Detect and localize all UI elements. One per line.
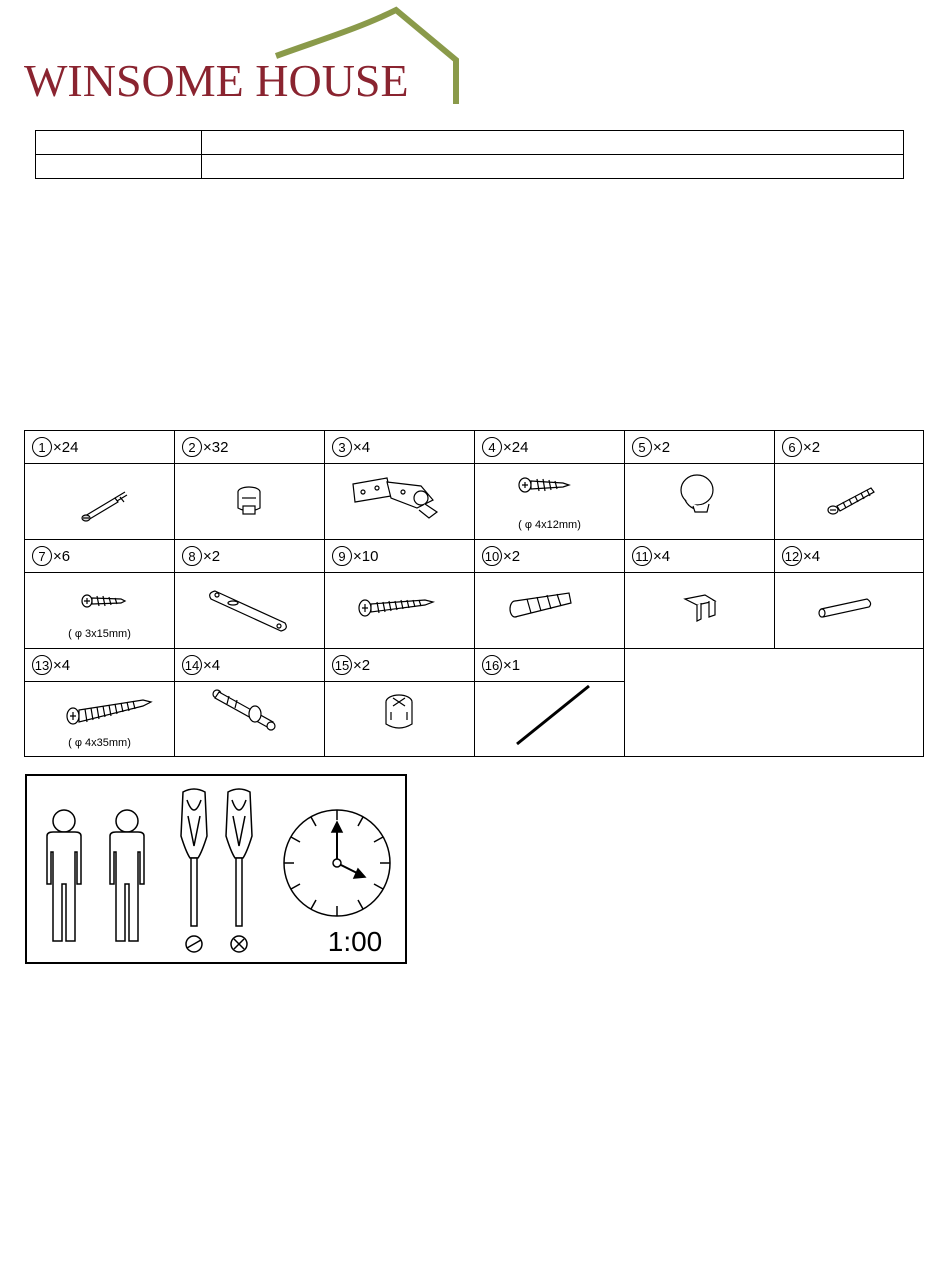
- part-cell: [24, 539, 174, 648]
- flathead-screwdriver-icon: [181, 789, 207, 952]
- part-number: 14: [182, 655, 202, 675]
- clock-icon: [284, 810, 390, 916]
- part-header: [625, 431, 774, 464]
- part-illustration: [25, 464, 174, 537]
- part-cell: [474, 648, 624, 757]
- part-number: 8: [182, 546, 202, 566]
- part-illustration: [175, 682, 324, 755]
- part-quantity: ×4: [803, 547, 821, 565]
- part-header: [175, 540, 324, 573]
- part-illustration: [475, 573, 624, 646]
- part-header: [475, 540, 624, 573]
- part-quantity: ×1: [503, 656, 521, 674]
- part-illustration: [775, 464, 924, 537]
- part-spec: ( φ 4x35mm): [68, 737, 131, 749]
- part-cell: [324, 648, 474, 757]
- part-quantity: ×10: [353, 547, 379, 565]
- assembly-time: 1:00: [327, 926, 383, 957]
- part-quantity: ×24: [503, 438, 529, 456]
- part-number: 3: [332, 437, 352, 457]
- person-icon: [110, 810, 144, 941]
- part-cell: [174, 539, 324, 648]
- part-illustration: [475, 682, 624, 755]
- part-quantity: ×6: [53, 547, 71, 565]
- part-number: 1: [32, 437, 52, 457]
- info-cell: [202, 155, 904, 179]
- part-header: [625, 540, 774, 573]
- part-illustration: [475, 464, 624, 537]
- info-cell: [36, 131, 202, 155]
- part-illustration: [175, 464, 324, 537]
- part-number: 15: [332, 655, 352, 675]
- part-header: [325, 649, 474, 682]
- shelf-support-icon: [625, 573, 774, 646]
- part-cell: [774, 430, 924, 539]
- part-number: 9: [332, 546, 352, 566]
- empty-cell: [624, 648, 924, 757]
- part-cell: [624, 539, 774, 648]
- part-illustration: [325, 464, 474, 537]
- part-number: 12: [782, 546, 802, 566]
- brand-logo: [0, 0, 470, 112]
- cross-connector-icon: [325, 682, 474, 755]
- part-cell: [174, 648, 324, 757]
- wall-anchor-icon: [475, 573, 624, 646]
- part-quantity: ×2: [503, 547, 521, 565]
- part-quantity: ×2: [203, 547, 221, 565]
- brand-name: WINSOME HOUSE: [24, 55, 409, 106]
- info-row: [36, 131, 904, 155]
- part-cell: [324, 430, 474, 539]
- part-number: 13: [32, 655, 52, 675]
- part-quantity: ×4: [53, 656, 71, 674]
- part-number: 5: [632, 437, 652, 457]
- part-illustration: [25, 682, 174, 755]
- part-quantity: ×4: [353, 438, 371, 456]
- part-number: 10: [482, 546, 502, 566]
- part-illustration: [25, 573, 174, 646]
- part-cell: [324, 539, 474, 648]
- part-number: 2: [182, 437, 202, 457]
- part-cell: [774, 539, 924, 648]
- wooden-dowel-icon: [775, 573, 924, 646]
- part-quantity: ×2: [653, 438, 671, 456]
- phillips-screwdriver-icon: [226, 789, 252, 952]
- part-illustration: [625, 573, 774, 646]
- part-header: [475, 649, 624, 682]
- part-quantity: ×4: [653, 547, 671, 565]
- knob-screw-icon: [775, 464, 924, 537]
- part-quantity: ×4: [203, 656, 221, 674]
- part-number: 16: [482, 655, 502, 675]
- hinge-icon: [325, 464, 474, 537]
- part-spec: ( φ 4x12mm): [518, 519, 581, 531]
- part-header: [325, 540, 474, 573]
- part-illustration: [325, 682, 474, 755]
- part-cell: [474, 539, 624, 648]
- part-number: 4: [482, 437, 502, 457]
- part-number: 7: [32, 546, 52, 566]
- connecting-plate-icon: [175, 573, 324, 646]
- part-header: [25, 540, 174, 573]
- info-cell: [36, 155, 202, 179]
- part-cell: [474, 430, 624, 539]
- part-header: [25, 431, 174, 464]
- part-cell: [174, 430, 324, 539]
- metal-rod-icon: [475, 682, 624, 755]
- cam-bolt-icon: [25, 464, 174, 537]
- double-cam-bolt-icon: [175, 682, 324, 755]
- part-quantity: ×24: [53, 438, 79, 456]
- part-quantity: ×2: [353, 656, 371, 674]
- part-number: 11: [632, 546, 652, 566]
- part-number: 6: [782, 437, 802, 457]
- part-illustration: [625, 464, 774, 537]
- part-header: [325, 431, 474, 464]
- assembly-requirements-panel: [25, 774, 407, 964]
- wood-screw-icon: [325, 573, 474, 646]
- part-cell: [24, 430, 174, 539]
- hardware-parts-list: [24, 430, 924, 757]
- info-cell: [202, 131, 904, 155]
- part-illustration: [325, 573, 474, 646]
- info-row: [36, 155, 904, 179]
- person-icon: [47, 810, 81, 941]
- cam-lock-icon: [175, 464, 324, 537]
- part-illustration: [175, 573, 324, 646]
- part-quantity: ×32: [203, 438, 229, 456]
- info-table: [35, 130, 904, 179]
- part-cell: [24, 648, 174, 757]
- part-illustration: [775, 573, 924, 646]
- part-header: [175, 649, 324, 682]
- part-header: [25, 649, 174, 682]
- part-quantity: ×2: [803, 438, 821, 456]
- part-header: [475, 431, 624, 464]
- part-spec: ( φ 3x15mm): [68, 628, 131, 640]
- part-header: [175, 431, 324, 464]
- part-cell: [624, 430, 774, 539]
- part-header: [775, 431, 924, 464]
- part-header: [775, 540, 924, 573]
- knob-icon: [625, 464, 774, 537]
